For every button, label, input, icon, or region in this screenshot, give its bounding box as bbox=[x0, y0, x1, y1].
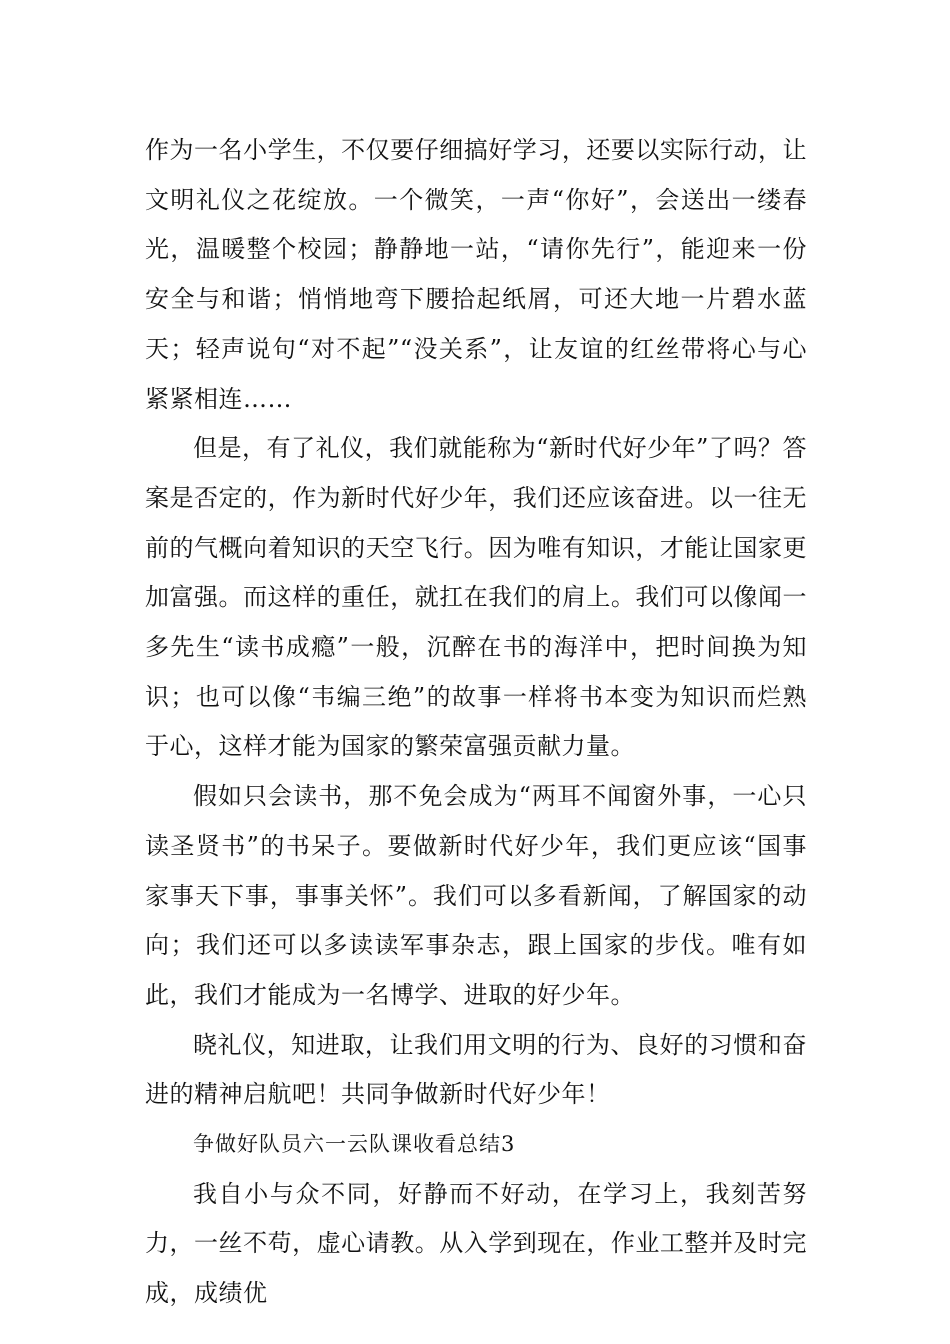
paragraph-current-affairs: 假如只会读书，那不免会成为“两耳不闻窗外事，一心只读圣贤书”的书呆子。要做新时代好少年，我们更应该“国事家事天下事，事事关怀”。我们可以多看新闻，了解国家的动向；我们还可以多读读军事杂志，跟上国家的步伐。唯有如此，我们才能成为一名博学、进取的好少年。 bbox=[145, 782, 807, 1009]
paragraph-knowledge: 但是，有了礼仪，我们就能称为“新时代好少年”了吗？答案是否定的，作为新时代好少年，我们还应该奋进。以一往无前的气概向着知识的天空飞行。因为唯有知识，才能让国家更加富强。而这样的重任，就扛在我们的肩上。我们可以像闻一多先生“读书成瘾”一般，沉醉在书的海洋中，把时间换为知识；也可以像“韦编三绝”的故事一样将书本变为知识而烂熟于心，这样才能为国家的繁荣富强贡献力量。 bbox=[145, 434, 807, 761]
paragraph-self-intro: 我自小与众不同，好静而不好动，在学习上，我刻苦努力，一丝不苟，虚心请教。从入学到现在，作业工整并及时完成，成绩优 bbox=[145, 1179, 807, 1308]
paragraph-etiquette: 作为一名小学生，不仅要仔细搞好学习，还要以实际行动，让文明礼仪之花绽放。一个微笑，一声“你好”，会送出一缕春光，温暖整个校园；静静地一站，“请你先行”，能迎来一份安全与和谐；悄悄地弯下腰拾起纸屑，可还大地一片碧水蓝天；轻声说句“对不起”“没关系”，让友谊的红丝带将心与心紧紧相连…… bbox=[145, 136, 807, 413]
document-body bbox=[145, 126, 807, 1319]
paragraph-conclusion: 晓礼仪，知进取，让我们用文明的行为、良好的习惯和奋进的精神启航吧！共同争做新时代好少年！ bbox=[145, 1030, 807, 1109]
section-heading: 争做好队员六一云队课收看总结3 bbox=[193, 1132, 516, 1157]
